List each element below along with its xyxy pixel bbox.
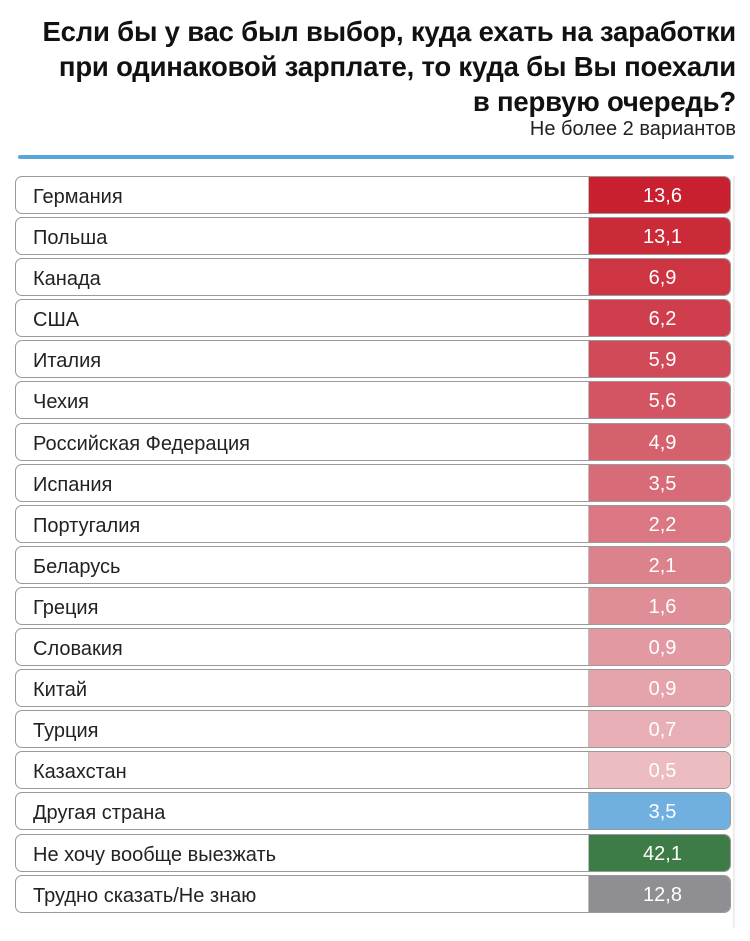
table-row: [15, 464, 731, 502]
row-value-cell: [588, 382, 730, 418]
row-value-cell: [588, 670, 730, 706]
results-table: [15, 176, 731, 916]
row-value-cell: [588, 588, 730, 624]
table-row: [15, 423, 731, 461]
table-row: [15, 299, 731, 337]
row-value-cell: [588, 424, 730, 460]
chart-subtitle: Не более 2 вариантов: [529, 118, 736, 140]
row-value-label: 4,9: [648, 431, 677, 454]
row-value-label: 3,5: [648, 801, 677, 824]
row-label: Чехия: [33, 391, 90, 414]
table-row: [15, 834, 731, 872]
table-row: [15, 258, 731, 296]
row-value-label: 0,5: [648, 760, 677, 783]
table-row: [15, 669, 731, 707]
row-value-label: 12,8: [643, 883, 682, 906]
table-row: [15, 710, 731, 748]
chart-title: [16, 14, 736, 119]
row-label: Польша: [33, 227, 108, 250]
row-value-cell: [588, 465, 730, 501]
row-value-label: 6,2: [648, 308, 677, 331]
table-row: [15, 340, 731, 378]
row-label: Германия: [33, 186, 123, 208]
table-row: [15, 628, 731, 666]
chart-title-line-3: в первую очередь?: [472, 86, 736, 117]
row-value-cell: [588, 793, 730, 829]
row-label: Канада: [33, 268, 101, 291]
row-value-label: 1,6: [648, 595, 677, 618]
row-value-label: 13,1: [643, 226, 682, 249]
row-value-label: 2,1: [648, 554, 677, 577]
row-value-label: 5,9: [648, 349, 677, 372]
row-value-label: 42,1: [643, 842, 682, 865]
chart-title-line-2: при одинаковой зарплате, то куда бы Вы поехали: [58, 51, 736, 82]
row-label: США: [33, 309, 80, 332]
table-row: [15, 176, 731, 214]
row-label: Греция: [33, 596, 99, 619]
row-value-cell: [588, 711, 730, 747]
table-row: [15, 217, 731, 255]
accent-divider: [18, 155, 734, 159]
row-value-cell: [588, 218, 730, 254]
table-row: [15, 792, 731, 830]
row-value-label: 0,9: [648, 678, 677, 701]
row-value-label: 6,9: [648, 267, 677, 290]
table-row: [15, 587, 731, 625]
row-label: Казахстан: [33, 761, 127, 784]
row-value-cell: [588, 752, 730, 788]
row-value-cell: [588, 835, 730, 871]
row-label: Италия: [33, 350, 102, 373]
row-value-label: 5,6: [648, 390, 677, 413]
row-value-cell: [588, 506, 730, 542]
row-label: Испания: [33, 473, 113, 496]
chart-header: [16, 14, 736, 141]
row-label: Беларусь: [33, 555, 121, 578]
row-value-cell: [588, 629, 730, 665]
row-label: Словакия: [33, 638, 123, 661]
row-value-label: 0,9: [648, 637, 677, 660]
row-label: Российская Федерация: [33, 432, 251, 455]
row-value-label: 13,6: [643, 185, 682, 207]
chart-title-line-1: Если бы у вас был выбор, куда ехать на заработки: [42, 16, 736, 47]
row-value-cell: [588, 547, 730, 583]
table-row: [15, 505, 731, 543]
row-label: Португалия: [33, 514, 141, 537]
table-row: [15, 751, 731, 789]
row-label: Турция: [33, 720, 99, 743]
row-value-cell: [588, 177, 730, 213]
table-shadow: [733, 176, 736, 928]
row-value-label: 2,2: [648, 513, 677, 536]
row-value-cell: [588, 259, 730, 295]
table-row: [15, 546, 731, 584]
row-value-label: 0,7: [648, 719, 677, 742]
table-row: [15, 381, 731, 419]
row-label: Китай: [33, 679, 88, 702]
row-label: Трудно сказать/Не знаю: [33, 884, 257, 907]
row-value-cell: [588, 341, 730, 377]
row-value-cell: [588, 876, 730, 912]
row-label: Не хочу вообще выезжать: [33, 843, 277, 866]
row-value-label: 3,5: [648, 472, 677, 495]
row-label: Другая страна: [33, 802, 166, 825]
table-row: [15, 875, 731, 913]
row-value-cell: [588, 300, 730, 336]
